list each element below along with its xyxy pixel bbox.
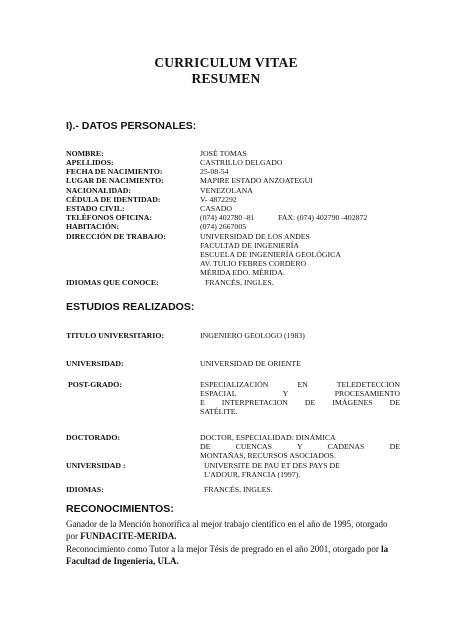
address-line: FACULTAD DE INGENIERÍA [200, 241, 299, 250]
award-2-text: Reconocimiento como Tutor a la mejor Tésis de pregrado en el año 2001, otorgado por [66, 544, 382, 554]
label-lugar: LUGAR DE NACIMIENTO: [66, 176, 164, 185]
award-paragraph-2 [66, 543, 400, 567]
value-telefonos: (074) 402780 -81 [200, 213, 255, 222]
address-line: MÉRIDA EDO. MÉRIDA. [200, 268, 285, 277]
label-apellidos: APELLIDOS: [66, 158, 114, 167]
award-paragraph-1 [66, 518, 400, 542]
value-idiomas: FRANCÉS, INGLES. [204, 485, 273, 494]
value-nombre: JOSÉ TOMAS [200, 149, 247, 158]
award-1-text: Ganador de la Mención honorífica al mejor trabajo científico en el año de 1995, otorgado por [66, 519, 388, 541]
postgrado-line: SATÉLITE. [200, 407, 238, 416]
award-2-org: la Facultad de Ingeniería, ULA. [66, 544, 389, 566]
universidad-doctorado-line: UNIVERSITE DE PAU ET DES PAYS DE [204, 461, 340, 470]
postgrado-line: ESPECIALIZACIÓN EN TELEDETECCION [200, 380, 400, 389]
value-titulo: INGENIERO GEOLOGO (1983) [200, 331, 305, 340]
value-lugar: MAPIRE ESTADO ANZOATEGUI [200, 176, 313, 185]
universidad-doctorado-line: L'ADOUR, FRANCIA (1997). [204, 470, 301, 479]
value-idiomas-conoce: FRANCÉS, INGLES. [205, 278, 274, 287]
value-cedula: V- 4872292 [200, 195, 237, 204]
doctorado-line: MONTAÑAS, RECURSOS ASOCIADOS. [200, 451, 336, 460]
value-estado-civil: CASADO [200, 204, 233, 213]
value-fecha: 25-08-54 [200, 167, 229, 176]
award-1-org: FUNDACITE-MERIDA. [80, 531, 177, 541]
label-idiomas: IDIOMAS: [66, 485, 104, 494]
postgrado-line: ESPACIAL Y PROCESAMIENTO [200, 389, 400, 398]
section-personal-heading: I).- DATOS PERSONALES: [66, 120, 197, 132]
value-habitacion: (074) 2667005 [200, 222, 247, 231]
address-line: AV. TULIO FEBRES CORDERO [200, 259, 307, 268]
label-doctorado: DOCTORADO: [66, 433, 121, 442]
value-apellidos: CASTRILLO DELGADO [200, 158, 283, 167]
label-habitacion: HABITACIÓN: [66, 222, 120, 231]
section-studies-heading: ESTUDIOS REALIZADOS: [66, 301, 195, 313]
label-direccion: DIRECCIÓN DE TRABAJO: [66, 232, 166, 241]
address-line: ESCUELA DE INGENIERÍA GEOLÓGICA [200, 250, 341, 259]
section-awards-heading: RECONOCIMIENTOS: [66, 503, 174, 515]
label-universidad-doctorado: UNIVERSIDAD : [66, 461, 126, 470]
document-title: CURRICULUM VITAE [154, 55, 298, 70]
doctorado-line: DOCTOR, ESPECIALIDAD: DINÁMICA [200, 433, 336, 442]
address-line: UNIVERSIDAD DE LOS ANDES [200, 232, 310, 241]
doctorado-line: DE CUENCAS Y CADENAS DE [200, 442, 400, 451]
value-nacionalidad: VENEZOLANA [200, 186, 253, 195]
document-subtitle: RESUMEN [191, 71, 261, 86]
label-idiomas-conoce: IDIOMAS QUE CONOCE: [66, 278, 159, 287]
label-fecha: FECHA DE NACIMIENTO: [66, 167, 163, 176]
label-estado-civil: ESTADO CIVIL: [66, 204, 125, 213]
value-universidad: UNIVERSIDAD DE ORIENTE [200, 359, 301, 368]
label-nacionalidad: NACIONALIDAD: [66, 186, 131, 195]
postgrado-line: E INTERPRETACION DE IMÁGENES DE [200, 398, 400, 407]
label-cedula: CÉDULA DE IDENTIDAD: [66, 195, 161, 204]
label-titulo: TITULO UNIVERSITARIO: [66, 331, 164, 340]
label-telefonos: TELÉFONOS OFICINA: [66, 213, 152, 222]
label-nombre: NOMBRE: [66, 149, 104, 158]
value-fax: FAX: (074) 402790 -402872 [278, 213, 368, 222]
label-postgrado: POST-GRADO: [68, 380, 122, 389]
label-universidad: UNIVERSIDAD: [66, 359, 124, 368]
